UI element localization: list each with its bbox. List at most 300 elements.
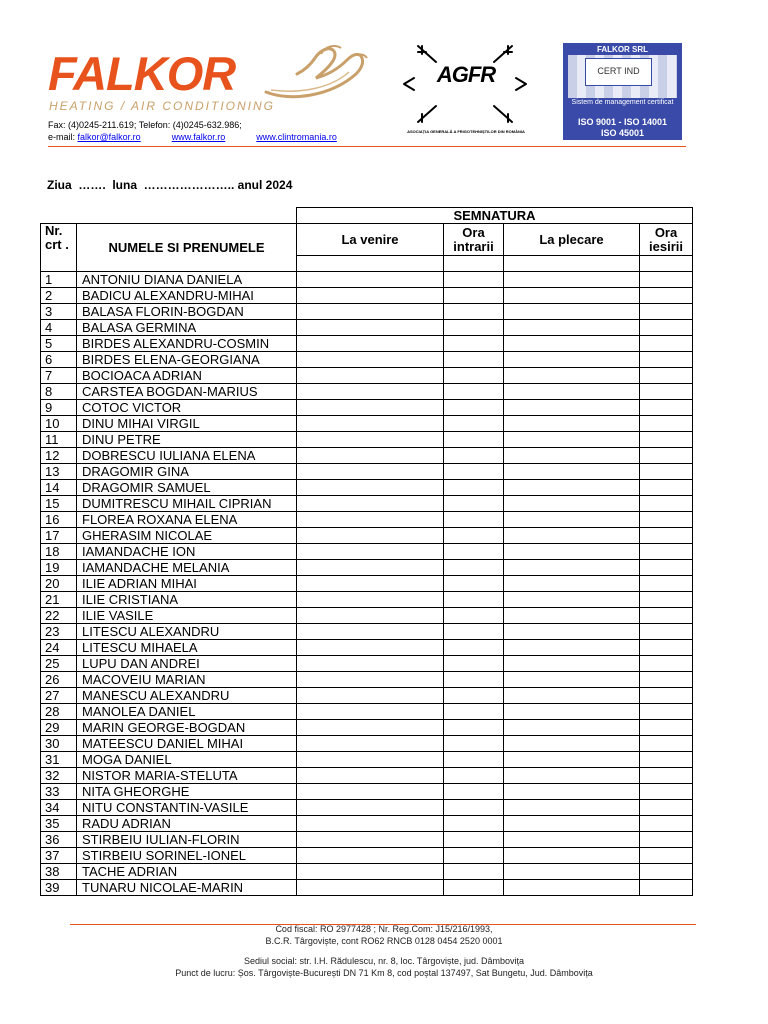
row-number: 27 bbox=[41, 688, 77, 704]
row-number: 35 bbox=[41, 816, 77, 832]
signature-cell[interactable] bbox=[504, 608, 640, 624]
table-row bbox=[41, 272, 693, 288]
signature-cell[interactable] bbox=[640, 480, 693, 496]
signature-cell[interactable] bbox=[504, 544, 640, 560]
table-row bbox=[41, 800, 693, 816]
row-number: 29 bbox=[41, 720, 77, 736]
signature-cell[interactable] bbox=[640, 432, 693, 448]
row-number: 13 bbox=[41, 464, 77, 480]
employee-name: ANTONIU DIANA DANIELA bbox=[77, 272, 297, 288]
row-number: 22 bbox=[41, 608, 77, 624]
signature-cell[interactable] bbox=[504, 576, 640, 592]
employee-name: DINU PETRE bbox=[77, 432, 297, 448]
table-row bbox=[41, 704, 693, 720]
table-row bbox=[41, 736, 693, 752]
signature-cell[interactable] bbox=[504, 368, 640, 384]
signature-cell[interactable] bbox=[640, 496, 693, 512]
footer-bank-account: B.C.R. Târgoviște, cont RO62 RNCB 0128 0454 2520 0001 bbox=[265, 936, 503, 946]
row-number: 2 bbox=[41, 288, 77, 304]
table-row bbox=[41, 288, 693, 304]
signature-cell[interactable] bbox=[297, 384, 444, 400]
contact-phone-fax: Fax: (4)0245-211.619; Telefon: (4)0245-632.986; bbox=[48, 120, 242, 130]
signature-cell[interactable] bbox=[297, 720, 444, 736]
signature-cell[interactable] bbox=[297, 256, 444, 272]
employee-name: TACHE ADRIAN bbox=[77, 864, 297, 880]
signature-cell[interactable] bbox=[504, 352, 640, 368]
employee-name: STIRBEIU SORINEL-IONEL bbox=[77, 848, 297, 864]
signature-cell[interactable] bbox=[640, 384, 693, 400]
employee-name: MANOLEA DANIEL bbox=[77, 704, 297, 720]
signature-cell[interactable] bbox=[444, 752, 504, 768]
signature-cell[interactable] bbox=[504, 464, 640, 480]
signature-cell[interactable] bbox=[504, 320, 640, 336]
table-row bbox=[41, 720, 693, 736]
row-number: 9 bbox=[41, 400, 77, 416]
employee-name: TUNARU NICOLAE-MARIN bbox=[77, 880, 297, 896]
signature-cell[interactable] bbox=[297, 448, 444, 464]
row-number: 4 bbox=[41, 320, 77, 336]
signature-cell[interactable] bbox=[297, 480, 444, 496]
dragon-icon bbox=[261, 44, 371, 104]
signature-cell[interactable] bbox=[640, 304, 693, 320]
signature-cell[interactable] bbox=[640, 544, 693, 560]
signature-cell[interactable] bbox=[504, 592, 640, 608]
row-number: 11 bbox=[41, 432, 77, 448]
signature-cell[interactable] bbox=[640, 576, 693, 592]
signature-cell[interactable] bbox=[444, 384, 504, 400]
signature-cell[interactable] bbox=[504, 384, 640, 400]
employee-name: DOBRESCU IULIANA ELENA bbox=[77, 448, 297, 464]
cert-iso-line2: ISO 45001 bbox=[600, 128, 645, 138]
signature-cell[interactable] bbox=[297, 624, 444, 640]
signature-cell[interactable] bbox=[444, 336, 504, 352]
table-row bbox=[41, 672, 693, 688]
signature-header: SEMNATURA bbox=[297, 208, 693, 224]
signature-cell[interactable] bbox=[297, 368, 444, 384]
signature-cell[interactable] bbox=[444, 480, 504, 496]
signature-cell[interactable] bbox=[297, 864, 444, 880]
signature-cell[interactable] bbox=[444, 816, 504, 832]
table-row bbox=[41, 416, 693, 432]
table-row bbox=[41, 560, 693, 576]
signature-cell[interactable] bbox=[640, 464, 693, 480]
signature-cell[interactable] bbox=[297, 816, 444, 832]
row-number: 25 bbox=[41, 656, 77, 672]
signature-cell[interactable] bbox=[504, 448, 640, 464]
date-line: Ziua ……. luna ………………….. anul 2024 bbox=[47, 178, 293, 192]
row-number: 15 bbox=[41, 496, 77, 512]
signature-cell[interactable] bbox=[640, 688, 693, 704]
signature-cell[interactable] bbox=[297, 272, 444, 288]
row-number: 6 bbox=[41, 352, 77, 368]
employee-name: LITESCU ALEXANDRU bbox=[77, 624, 297, 640]
signature-cell[interactable] bbox=[297, 544, 444, 560]
signature-cell[interactable] bbox=[504, 288, 640, 304]
signature-cell[interactable] bbox=[444, 672, 504, 688]
signature-cell[interactable] bbox=[297, 656, 444, 672]
signature-cell[interactable] bbox=[504, 832, 640, 848]
signature-cell[interactable] bbox=[640, 608, 693, 624]
row-number: 20 bbox=[41, 576, 77, 592]
signature-cell[interactable] bbox=[297, 688, 444, 704]
employee-name: DRAGOMIR SAMUEL bbox=[77, 480, 297, 496]
employee-name: BOCIOACA ADRIAN bbox=[77, 368, 297, 384]
signature-cell[interactable] bbox=[297, 400, 444, 416]
signature-cell[interactable] bbox=[297, 496, 444, 512]
employee-name: DRAGOMIR GINA bbox=[77, 464, 297, 480]
table-row bbox=[41, 480, 693, 496]
signature-cell[interactable] bbox=[640, 720, 693, 736]
table-row bbox=[41, 880, 693, 896]
signature-cell[interactable] bbox=[640, 416, 693, 432]
signature-cell[interactable] bbox=[640, 560, 693, 576]
signature-cell[interactable] bbox=[640, 880, 693, 896]
signature-cell[interactable] bbox=[504, 512, 640, 528]
signature-cell[interactable] bbox=[640, 736, 693, 752]
table-row bbox=[41, 384, 693, 400]
table-row bbox=[41, 864, 693, 880]
signature-cell[interactable] bbox=[444, 656, 504, 672]
signature-cell[interactable] bbox=[640, 512, 693, 528]
signature-cell[interactable] bbox=[297, 768, 444, 784]
row-number: 24 bbox=[41, 640, 77, 656]
signature-cell[interactable] bbox=[504, 496, 640, 512]
signature-cell[interactable] bbox=[297, 672, 444, 688]
signature-cell[interactable] bbox=[504, 704, 640, 720]
signature-cell[interactable] bbox=[640, 336, 693, 352]
brand-name: FALKOR bbox=[48, 47, 236, 100]
row-number: 31 bbox=[41, 752, 77, 768]
website-link-clintromania[interactable]: www.clintromania.ro bbox=[256, 132, 337, 142]
signature-cell[interactable] bbox=[297, 576, 444, 592]
signature-cell[interactable] bbox=[297, 432, 444, 448]
table-header-row-1 bbox=[41, 208, 693, 224]
table-row bbox=[41, 464, 693, 480]
employee-name: BALASA FLORIN-BOGDAN bbox=[77, 304, 297, 320]
signature-cell[interactable] bbox=[444, 576, 504, 592]
employee-name: NITA GHEORGHE bbox=[77, 784, 297, 800]
signature-cell[interactable] bbox=[504, 304, 640, 320]
signature-cell[interactable] bbox=[444, 528, 504, 544]
signature-cell[interactable] bbox=[640, 272, 693, 288]
signature-cell[interactable] bbox=[640, 640, 693, 656]
col-departure-time-header: Ora iesirii bbox=[640, 224, 693, 256]
signature-cell[interactable] bbox=[297, 704, 444, 720]
signature-cell[interactable] bbox=[504, 432, 640, 448]
table-row bbox=[41, 544, 693, 560]
signature-cell[interactable] bbox=[504, 768, 640, 784]
signature-cell[interactable] bbox=[504, 736, 640, 752]
row-number: 1 bbox=[41, 272, 77, 288]
signature-cell[interactable] bbox=[297, 416, 444, 432]
signature-cell[interactable] bbox=[444, 880, 504, 896]
signature-cell[interactable] bbox=[504, 640, 640, 656]
employee-name: MATEESCU DANIEL MIHAI bbox=[77, 736, 297, 752]
row-number: 19 bbox=[41, 560, 77, 576]
signature-cell[interactable] bbox=[504, 800, 640, 816]
footer-work-point: Punct de lucru: Șos. Târgoviște-București DN 71 Km 8, cod poștal 137497, Sat Bungetu, Jud. Dâmbovița bbox=[175, 968, 593, 978]
table-row bbox=[41, 608, 693, 624]
signature-cell[interactable] bbox=[504, 656, 640, 672]
signature-cell[interactable] bbox=[504, 480, 640, 496]
employee-name: ILIE ADRIAN MIHAI bbox=[77, 576, 297, 592]
employee-name: NISTOR MARIA-STELUTA bbox=[77, 768, 297, 784]
table-row bbox=[41, 512, 693, 528]
signature-cell[interactable] bbox=[444, 832, 504, 848]
agfr-wordmark: AGFR bbox=[436, 62, 496, 87]
employee-name: FLOREA ROXANA ELENA bbox=[77, 512, 297, 528]
signature-cell[interactable] bbox=[504, 560, 640, 576]
signature-cell[interactable] bbox=[444, 352, 504, 368]
signature-cell[interactable] bbox=[297, 352, 444, 368]
table-row bbox=[41, 576, 693, 592]
signature-cell[interactable] bbox=[504, 336, 640, 352]
employee-name: BALASA GERMINA bbox=[77, 320, 297, 336]
footer-registered-office: Sediul social: str. I.H. Rădulescu, nr. 8, loc. Târgoviște, jud. Dâmbovița bbox=[244, 956, 524, 966]
row-number: 36 bbox=[41, 832, 77, 848]
header-blank bbox=[41, 208, 297, 224]
signature-cell[interactable] bbox=[640, 672, 693, 688]
row-number: 33 bbox=[41, 784, 77, 800]
row-number: 7 bbox=[41, 368, 77, 384]
signature-cell[interactable] bbox=[504, 880, 640, 896]
col-arrival-time-header: Ora intrarii bbox=[444, 224, 504, 256]
employee-name: CARSTEA BOGDAN-MARIUS bbox=[77, 384, 297, 400]
signature-cell[interactable] bbox=[297, 560, 444, 576]
signature-cell[interactable] bbox=[640, 784, 693, 800]
col-arrival-header: La venire bbox=[297, 224, 444, 256]
row-number: 17 bbox=[41, 528, 77, 544]
row-number: 8 bbox=[41, 384, 77, 400]
signature-cell[interactable] bbox=[504, 528, 640, 544]
agfr-logo bbox=[400, 42, 532, 142]
signature-cell[interactable] bbox=[297, 320, 444, 336]
signature-cell[interactable] bbox=[640, 528, 693, 544]
employee-name: LITESCU MIHAELA bbox=[77, 640, 297, 656]
signature-cell[interactable] bbox=[640, 448, 693, 464]
employee-name: IAMANDACHE MELANIA bbox=[77, 560, 297, 576]
table-row bbox=[41, 448, 693, 464]
cert-iso-line1: ISO 9001 - ISO 14001 bbox=[577, 117, 668, 127]
signature-cell[interactable] bbox=[504, 272, 640, 288]
row-number: 30 bbox=[41, 736, 77, 752]
signature-cell[interactable] bbox=[444, 608, 504, 624]
falkor-logo bbox=[46, 44, 368, 120]
signature-cell[interactable] bbox=[640, 368, 693, 384]
row-number: 28 bbox=[41, 704, 77, 720]
employee-name: BIRDES ALEXANDRU-COSMIN bbox=[77, 336, 297, 352]
signature-cell[interactable] bbox=[504, 784, 640, 800]
signature-cell[interactable] bbox=[297, 736, 444, 752]
signature-cell[interactable] bbox=[444, 416, 504, 432]
signature-cell[interactable] bbox=[640, 624, 693, 640]
signature-cell[interactable] bbox=[640, 816, 693, 832]
signature-cell[interactable] bbox=[444, 512, 504, 528]
table-row bbox=[41, 320, 693, 336]
table-row bbox=[41, 368, 693, 384]
signature-cell[interactable] bbox=[444, 464, 504, 480]
row-number: 10 bbox=[41, 416, 77, 432]
signature-cell[interactable] bbox=[297, 336, 444, 352]
table-row bbox=[41, 816, 693, 832]
signature-cell[interactable] bbox=[640, 320, 693, 336]
row-number: 34 bbox=[41, 800, 77, 816]
employee-name: LUPU DAN ANDREI bbox=[77, 656, 297, 672]
certind-logo-text: CERT IND bbox=[597, 66, 640, 76]
table-row bbox=[41, 768, 693, 784]
certification-badge bbox=[563, 43, 682, 140]
signature-cell[interactable] bbox=[504, 752, 640, 768]
signature-cell[interactable] bbox=[297, 608, 444, 624]
row-number: 5 bbox=[41, 336, 77, 352]
signature-cell[interactable] bbox=[640, 800, 693, 816]
row-number: 16 bbox=[41, 512, 77, 528]
table-row bbox=[41, 528, 693, 544]
employee-name: RADU ADRIAN bbox=[77, 816, 297, 832]
table-row bbox=[41, 496, 693, 512]
email-link[interactable]: falkor@falkor.ro bbox=[77, 132, 141, 142]
signature-cell[interactable] bbox=[504, 688, 640, 704]
signature-cell[interactable] bbox=[297, 832, 444, 848]
signature-cell[interactable] bbox=[504, 624, 640, 640]
table-body bbox=[41, 272, 693, 896]
signature-cell[interactable] bbox=[504, 864, 640, 880]
email-label: e-mail: bbox=[48, 132, 76, 142]
signature-cell[interactable] bbox=[640, 656, 693, 672]
employee-name: ILIE CRISTIANA bbox=[77, 592, 297, 608]
signature-cell[interactable] bbox=[444, 256, 504, 272]
brand-tagline: HEATING / AIR CONDITIONING bbox=[49, 99, 276, 113]
signature-cell[interactable] bbox=[297, 848, 444, 864]
signature-cell[interactable] bbox=[640, 848, 693, 864]
table-row bbox=[41, 432, 693, 448]
signature-cell[interactable] bbox=[640, 864, 693, 880]
signature-cell[interactable] bbox=[444, 544, 504, 560]
signature-cell[interactable] bbox=[444, 768, 504, 784]
signature-cell[interactable] bbox=[444, 704, 504, 720]
table-row bbox=[41, 848, 693, 864]
signature-cell[interactable] bbox=[297, 288, 444, 304]
signature-cell[interactable] bbox=[444, 496, 504, 512]
table-row bbox=[41, 336, 693, 352]
signature-cell[interactable] bbox=[444, 736, 504, 752]
signature-cell[interactable] bbox=[297, 880, 444, 896]
employee-name: DINU MIHAI VIRGIL bbox=[77, 416, 297, 432]
signature-cell[interactable] bbox=[444, 784, 504, 800]
col-departure-header: La plecare bbox=[504, 224, 640, 256]
signature-cell[interactable] bbox=[640, 704, 693, 720]
signature-cell[interactable] bbox=[297, 784, 444, 800]
signature-cell[interactable] bbox=[504, 848, 640, 864]
col-nr-header: Nr. crt . bbox=[41, 224, 77, 272]
signature-cell[interactable] bbox=[297, 752, 444, 768]
signature-cell[interactable] bbox=[444, 320, 504, 336]
table-row bbox=[41, 624, 693, 640]
employee-name: BADICU ALEXANDRU-MIHAI bbox=[77, 288, 297, 304]
table-row bbox=[41, 592, 693, 608]
employee-name: MARIN GEORGE-BOGDAN bbox=[77, 720, 297, 736]
employee-name: IAMANDACHE ION bbox=[77, 544, 297, 560]
footer-fiscal-code: Cod fiscal: RO 2977428 ; Nr. Reg.Com: J15/216/1993, bbox=[275, 924, 493, 934]
signature-cell[interactable] bbox=[297, 304, 444, 320]
signature-cell[interactable] bbox=[504, 256, 640, 272]
table-row bbox=[41, 400, 693, 416]
employee-name: COTOC VICTOR bbox=[77, 400, 297, 416]
row-number: 12 bbox=[41, 448, 77, 464]
signature-cell[interactable] bbox=[444, 400, 504, 416]
signature-cell[interactable] bbox=[444, 864, 504, 880]
signature-cell[interactable] bbox=[504, 400, 640, 416]
employee-name: STIRBEIU IULIAN-FLORIN bbox=[77, 832, 297, 848]
employee-name: GHERASIM NICOLAE bbox=[77, 528, 297, 544]
signature-cell[interactable] bbox=[444, 448, 504, 464]
signature-cell[interactable] bbox=[297, 640, 444, 656]
row-number: 14 bbox=[41, 480, 77, 496]
signature-cell[interactable] bbox=[444, 272, 504, 288]
employee-name: NITU CONSTANTIN-VASILE bbox=[77, 800, 297, 816]
signature-cell[interactable] bbox=[504, 720, 640, 736]
signature-cell[interactable] bbox=[444, 640, 504, 656]
signature-cell[interactable] bbox=[640, 352, 693, 368]
signature-cell[interactable] bbox=[640, 288, 693, 304]
signature-cell[interactable] bbox=[297, 512, 444, 528]
col-name-header: NUMELE SI PRENUMELE bbox=[77, 224, 297, 272]
signature-cell[interactable] bbox=[640, 768, 693, 784]
row-number: 3 bbox=[41, 304, 77, 320]
table-row bbox=[41, 752, 693, 768]
signature-cell[interactable] bbox=[297, 592, 444, 608]
table-row bbox=[41, 640, 693, 656]
signature-cell[interactable] bbox=[444, 432, 504, 448]
employee-name: BIRDES ELENA-GEORGIANA bbox=[77, 352, 297, 368]
table-row bbox=[41, 832, 693, 848]
signature-cell[interactable] bbox=[444, 800, 504, 816]
signature-cell[interactable] bbox=[297, 528, 444, 544]
header-divider bbox=[48, 146, 686, 147]
table-header-row-2 bbox=[41, 224, 693, 256]
table-row bbox=[41, 784, 693, 800]
signature-cell[interactable] bbox=[297, 464, 444, 480]
signature-cell[interactable] bbox=[444, 368, 504, 384]
signature-cell[interactable] bbox=[640, 752, 693, 768]
employee-name: MOGA DANIEL bbox=[77, 752, 297, 768]
letterhead bbox=[0, 0, 768, 150]
row-number: 23 bbox=[41, 624, 77, 640]
signature-cell[interactable] bbox=[297, 800, 444, 816]
signature-cell[interactable] bbox=[640, 400, 693, 416]
signature-cell[interactable] bbox=[640, 832, 693, 848]
attendance-table bbox=[40, 207, 693, 896]
signature-cell[interactable] bbox=[504, 816, 640, 832]
signature-cell[interactable] bbox=[444, 304, 504, 320]
website-link-falkor[interactable]: www.falkor.ro bbox=[171, 132, 226, 142]
signature-cell[interactable] bbox=[444, 848, 504, 864]
signature-cell[interactable] bbox=[444, 720, 504, 736]
signature-cell[interactable] bbox=[640, 256, 693, 272]
signature-cell[interactable] bbox=[504, 672, 640, 688]
signature-cell[interactable] bbox=[444, 288, 504, 304]
row-number: 21 bbox=[41, 592, 77, 608]
contact-links bbox=[48, 132, 337, 142]
signature-cell[interactable] bbox=[444, 592, 504, 608]
employee-name: ILIE VASILE bbox=[77, 608, 297, 624]
signature-cell[interactable] bbox=[640, 592, 693, 608]
signature-cell[interactable] bbox=[444, 624, 504, 640]
signature-cell[interactable] bbox=[504, 416, 640, 432]
signature-cell[interactable] bbox=[444, 688, 504, 704]
signature-cell[interactable] bbox=[444, 560, 504, 576]
table-row bbox=[41, 688, 693, 704]
